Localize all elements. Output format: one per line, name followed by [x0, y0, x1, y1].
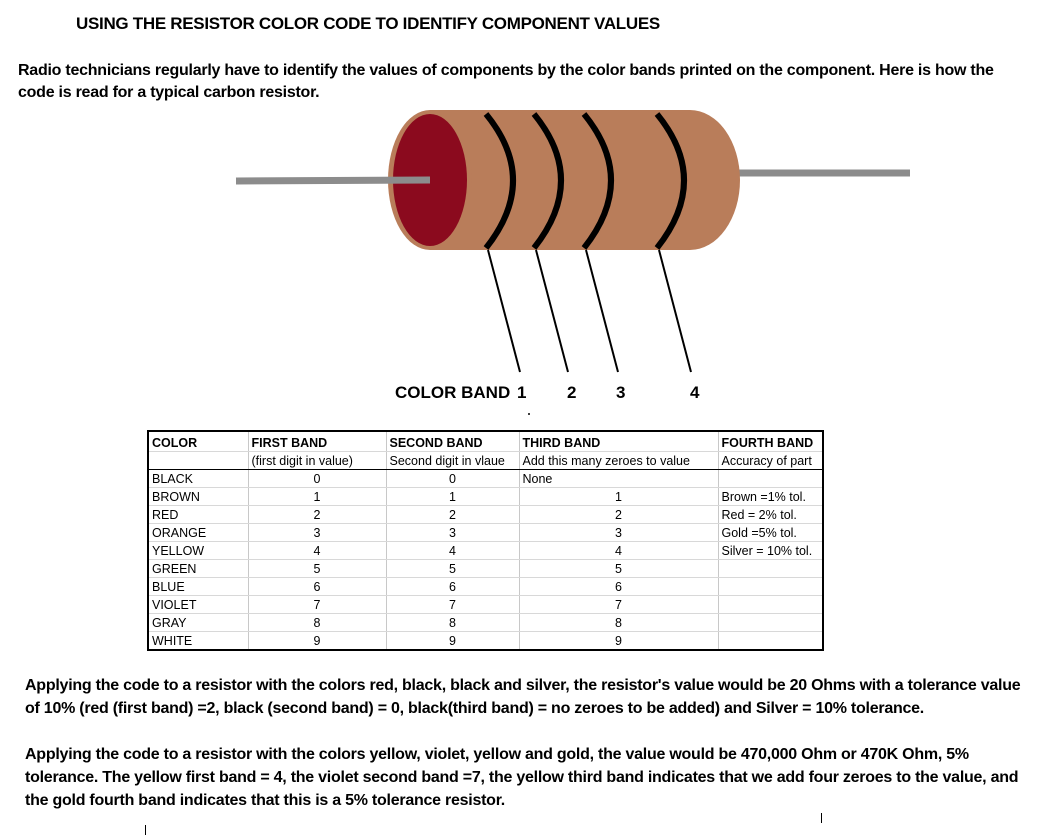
cell-fourth-band	[718, 632, 823, 651]
cell-fourth-band	[718, 578, 823, 596]
left-lead	[236, 180, 430, 181]
cell-color: VIOLET	[148, 596, 248, 614]
example-paragraph-1: Applying the code to a resistor with the colors red, black, black and silver, the resistor's value would be 20 Ohms with a tolerance value of 10% (red (first band) =2, black (second band) = 0, black(third band) = no zeroes to be added) and Silver = 10% tolerance.	[25, 677, 1021, 717]
cell-second-band: 8	[386, 614, 519, 632]
band-number-1: 1	[517, 383, 527, 402]
cell-second-band: 7	[386, 596, 519, 614]
cell-color: ORANGE	[148, 524, 248, 542]
cell-second-band: 5	[386, 560, 519, 578]
cell-fourth-band	[718, 614, 823, 632]
header-second-band: SECOND BAND	[386, 431, 519, 452]
cell-color: RED	[148, 506, 248, 524]
band-4-pointer	[659, 250, 691, 372]
table-row	[148, 488, 823, 506]
cell-fourth-band: Red = 2% tol.	[718, 506, 823, 524]
table-row	[148, 614, 823, 632]
cell-first-band: 7	[248, 596, 386, 614]
example-paragraph-2: Applying the code to a resistor with the colors yellow, violet, yellow and gold, the value would be 470,000 Ohm or 470K Ohm, 5% tolerance. The yellow first band = 4, the violet second band =7, the yellow third band indicates that we add four zeroes to the value, and the gold fourth band indicates that this is a 5% tolerance resistor.	[25, 746, 1019, 809]
tick-mark-left	[145, 825, 146, 835]
table-row	[148, 632, 823, 651]
band-number-2: 2	[567, 383, 577, 402]
cell-fourth-band: Silver = 10% tol.	[718, 542, 823, 560]
resistor-body	[430, 110, 740, 250]
color-code-table	[147, 430, 824, 651]
subheader-color	[148, 452, 248, 470]
cell-fourth-band	[718, 596, 823, 614]
cell-first-band: 4	[248, 542, 386, 560]
cell-color: BROWN	[148, 488, 248, 506]
band-3-pointer	[586, 250, 618, 372]
cell-third-band: None	[519, 470, 718, 488]
color-band-caption: COLOR BAND	[395, 383, 511, 402]
band-number-4: 4	[690, 383, 700, 402]
cell-second-band: 1	[386, 488, 519, 506]
cell-second-band: 6	[386, 578, 519, 596]
header-fourth-band: FOURTH BAND	[718, 431, 823, 452]
table-subheader-row	[148, 452, 823, 470]
small-dot	[528, 413, 530, 415]
header-third-band: THIRD BAND	[519, 431, 718, 452]
band-2-pointer	[536, 250, 568, 372]
subheader-fourth-band: Accuracy of part	[718, 452, 823, 470]
table-row	[148, 524, 823, 542]
cell-third-band: 8	[519, 614, 718, 632]
cell-fourth-band: Brown =1% tol.	[718, 488, 823, 506]
cell-second-band: 3	[386, 524, 519, 542]
cell-second-band: 9	[386, 632, 519, 651]
table-row	[148, 542, 823, 560]
cell-color: BLACK	[148, 470, 248, 488]
table-row	[148, 596, 823, 614]
cell-third-band: 1	[519, 488, 718, 506]
cell-first-band: 8	[248, 614, 386, 632]
cell-fourth-band: Gold =5% tol.	[718, 524, 823, 542]
tick-mark-right	[821, 813, 822, 823]
cell-fourth-band	[718, 470, 823, 488]
cell-third-band: 6	[519, 578, 718, 596]
table-row	[148, 506, 823, 524]
header-first-band: FIRST BAND	[248, 431, 386, 452]
cell-third-band: 9	[519, 632, 718, 651]
cell-color: YELLOW	[148, 542, 248, 560]
page-title: USING THE RESISTOR COLOR CODE TO IDENTIFY COMPONENT VALUES	[76, 14, 660, 33]
cell-third-band: 3	[519, 524, 718, 542]
cell-third-band: 4	[519, 542, 718, 560]
subheader-first-band: (first digit in value)	[248, 452, 386, 470]
band-number-3: 3	[616, 383, 626, 402]
cell-second-band: 4	[386, 542, 519, 560]
cell-first-band: 0	[248, 470, 386, 488]
cell-first-band: 3	[248, 524, 386, 542]
subheader-third-band: Add this many zeroes to value	[519, 452, 718, 470]
intro-paragraph: Radio technicians regularly have to identify the values of components by the color bands printed on the component. Here is how the code is read for a typical carbon resistor.	[18, 62, 994, 101]
cell-color: BLUE	[148, 578, 248, 596]
band-1-pointer	[488, 250, 520, 372]
cell-second-band: 2	[386, 506, 519, 524]
cell-color: GREEN	[148, 560, 248, 578]
cell-first-band: 9	[248, 632, 386, 651]
cell-third-band: 5	[519, 560, 718, 578]
table-header-row	[148, 431, 823, 452]
cell-first-band: 6	[248, 578, 386, 596]
subheader-second-band: Second digit in vlaue	[386, 452, 519, 470]
cell-second-band: 0	[386, 470, 519, 488]
cell-color: GRAY	[148, 614, 248, 632]
cell-color: WHITE	[148, 632, 248, 651]
table-row	[148, 560, 823, 578]
cell-first-band: 1	[248, 488, 386, 506]
header-color: COLOR	[148, 431, 248, 452]
table-row	[148, 578, 823, 596]
cell-first-band: 2	[248, 506, 386, 524]
cell-third-band: 7	[519, 596, 718, 614]
table-row	[148, 470, 823, 488]
cell-third-band: 2	[519, 506, 718, 524]
cell-fourth-band	[718, 560, 823, 578]
cell-first-band: 5	[248, 560, 386, 578]
